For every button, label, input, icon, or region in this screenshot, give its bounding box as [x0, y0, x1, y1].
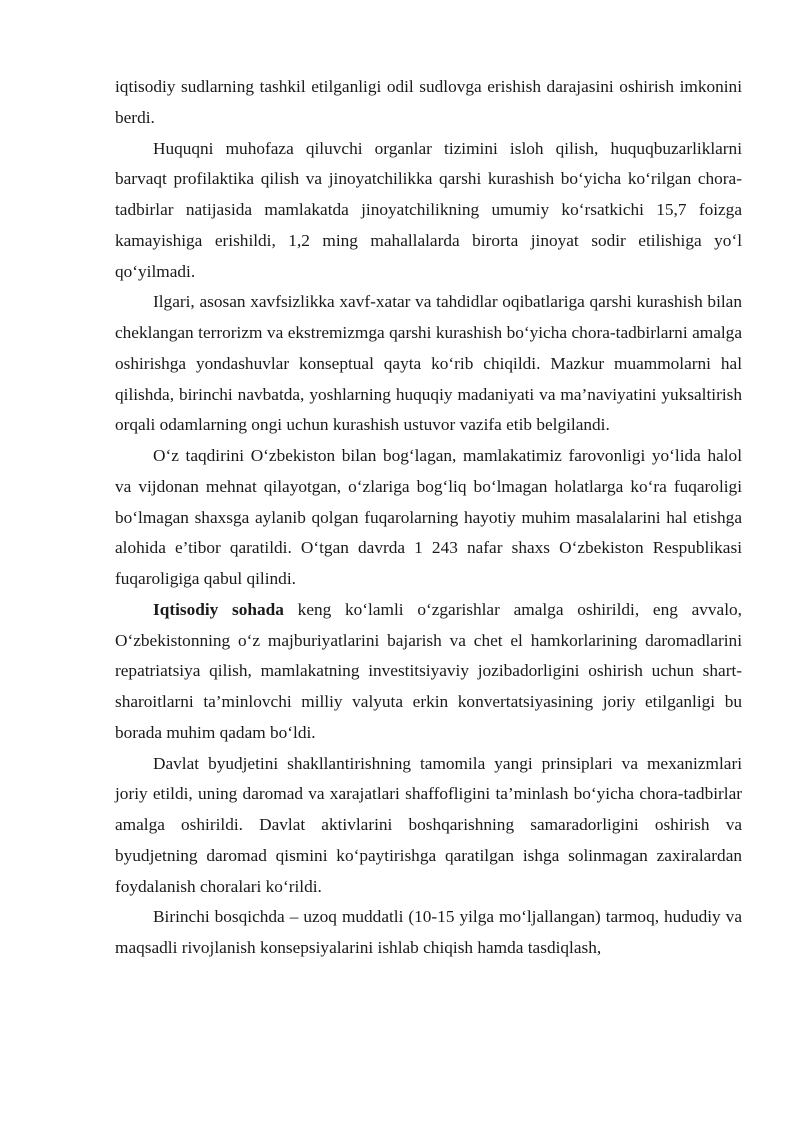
paragraph-2-text: Huquqni muhofaza qiluvchi organlar tizimini isloh qilish, huquqbuzarliklarni barvaqt profilaktika qilish va jinoyatchilikka qarshi kurashish bo‘yicha ko‘rilgan chora-tadbirlar natijasida mamlakatda jinoyatchilikning umumiy ko‘rsatkichi 15,7 foizga kamayishiga erishildi, 1,2 ming mahallalarda birorta jinoyat sodir etilishiga yo‘l qo‘yilmadi. [115, 138, 742, 281]
document-page [115, 72, 742, 964]
paragraph-2 [115, 134, 742, 288]
paragraph-3-text: Ilgari, asosan xavfsizlikka xavf-xatar va tahdidlar oqibatlariga qarshi kurashish bilan cheklangan terrorizm va ekstremizmga qarshi kurashish bo‘yicha chora-tadbirlarni amalga oshirishga yondashuvlar konseptual qayta ko‘rib chiqildi. Mazkur muammolarni hal qilishda, birinchi navbatda, yoshlarning huquqiy madaniyati va ma’naviyatini yuksaltirish orqali odamlarning ongi uchun kurashish ustuvor vazifa etib belgilandi. [115, 292, 742, 435]
paragraph-7 [115, 902, 742, 964]
paragraph-6-text: Davlat byudjetini shakllantirishning tamomila yangi prinsiplari va mexanizmlari joriy etildi, uning daromad va xarajatlari shaffofligini ta’minlash bo‘yicha chora-tadbirlar amalga oshirildi. Davlat aktivlarini boshqarishning samaradorligini oshirish va byudjetning daromad qismini ko‘paytirishga qaratilgan ishga solinmagan zaxiralardan foydalanish choralari ko‘rildi. [115, 753, 742, 896]
paragraph-3 [115, 287, 742, 441]
paragraph-4-text: O‘z taqdirini O‘zbekiston bilan bog‘lagan, mamlakatimiz farovonligi yo‘lida halol va vijdonan mehnat qilayotgan, o‘zlariga bog‘liq bo‘lmagan holatlarga ko‘ra fuqaroligi bo‘lmagan shaxsga aylanib qolgan fuqarolarning hayotiy muhim masalalarini hal etishga alohida e’tibor qaratildi. O‘tgan davrda 1 243 nafar shaxs O‘zbekiston Respublikasi fuqaroligiga qabul qilindi. [115, 446, 742, 588]
paragraph-1-text: iqtisodiy sudlarning tashkil etilganligi odil sudlovga erishish darajasini oshirish imkonini berdi. [115, 77, 742, 127]
paragraph-6 [115, 749, 742, 903]
paragraph-7-text: Birinchi bosqichda – uzoq muddatli (10-15 yilga mo‘ljallangan) tarmoq, hududiy va maqsadli rivojlanish konsepsiyalarini ishlab chiqish hamda tasdiqlash, [115, 907, 742, 957]
paragraph-5-bold-lead: Iqtisodiy sohada [153, 599, 284, 619]
paragraph-4 [115, 441, 742, 595]
paragraph-5 [115, 595, 742, 749]
paragraph-5-text: keng ko‘lamli o‘zgarishlar amalga oshirildi, eng avvalo, O‘zbekistonning o‘z majburiyatlarini bajarish va chet el hamkorlarining daromadlarini repatriatsiya qilish, mamlakatning investitsiyaviy jozibadorligini oshirish uchun shart-sharoitlarni ta’minlovchi milliy valyuta erkin konvertatsiyasining joriy etilganligi bu borada muhim qadam bo‘ldi. [115, 599, 742, 742]
paragraph-1 [115, 72, 742, 134]
